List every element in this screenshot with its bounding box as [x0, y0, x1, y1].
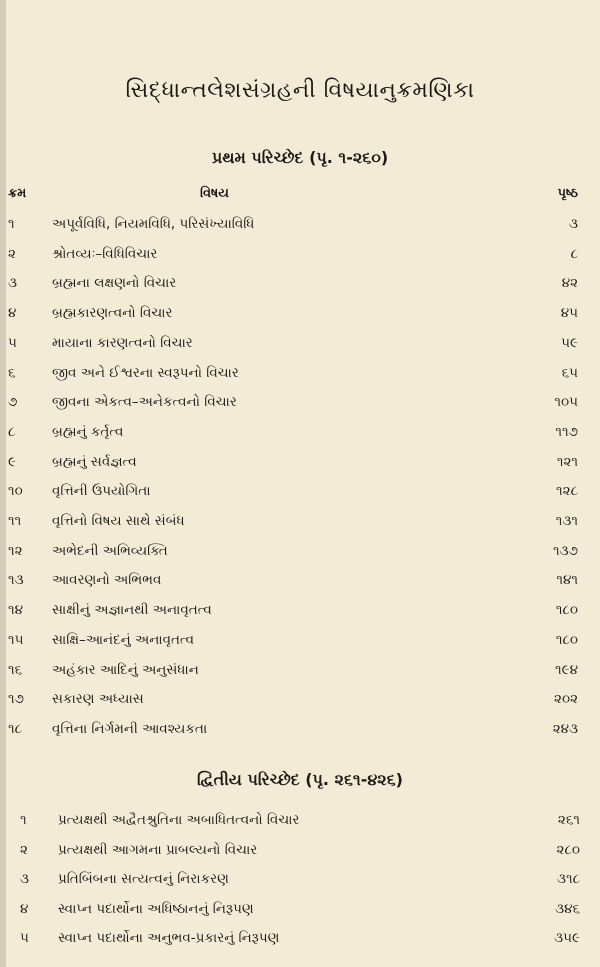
row-page-number: ૪૨ [561, 275, 578, 292]
row-number: ૮ [8, 423, 16, 440]
row-number: ૧૦ [8, 483, 23, 500]
row-topic: સ્વાપ્ન પદાર્થોના અનુભવ-પ્રકારનું નિરૂપણ [58, 930, 280, 946]
row-topic: જીવના એકત્વ–અનેકત્વનો વિચાર [52, 394, 237, 411]
index-row [0, 454, 600, 480]
row-topic: સકારણ અધ્યાસ [52, 691, 144, 708]
row-page-number: ૧૮૦ [555, 602, 578, 619]
row-page-number: ૬૫ [561, 364, 578, 381]
row-number: ૩ [8, 275, 17, 292]
index-row [0, 216, 600, 242]
column-header-number: ક્રમ [8, 186, 27, 201]
row-page-number: ૮ [570, 245, 578, 262]
row-topic: બ્રહ્મનું સર્વજ્ઞત્વ [52, 453, 137, 470]
row-number: ૨ [20, 841, 28, 858]
row-page-number: ૧૧૭ [555, 423, 578, 440]
index-row [0, 691, 600, 717]
index-row [0, 483, 600, 509]
row-topic: પ્રત્યક્ષથી આગમના પ્રાબલ્યનો વિચાર [58, 841, 258, 858]
column-header-topic: વિષય [200, 186, 229, 201]
index-row [0, 513, 600, 539]
row-number: ૯ [8, 453, 16, 470]
row-topic: વૃત્તિનો વિષય સાથે સંબંધ [52, 513, 185, 529]
row-number: ૧૫ [8, 631, 24, 648]
row-topic: સ્વાપ્ન પદાર્થોના અધિષ્ઠાનનું નિરૂપણ [58, 900, 254, 917]
row-page-number: ૨૬૧ [557, 812, 580, 828]
row-page-number: ૫૯ [561, 334, 578, 351]
row-number: ૧૭ [8, 691, 24, 708]
row-number: ૪ [8, 305, 17, 322]
index-row [0, 812, 600, 838]
row-topic: આવરણનો અભિભવ [52, 572, 162, 589]
row-page-number: ૨૪૩ [552, 720, 578, 737]
row-number: ૧ [8, 216, 15, 232]
row-number: ૧૩ [8, 572, 24, 589]
index-row [0, 246, 600, 272]
row-number: ૧૧ [8, 513, 22, 529]
row-page-number: ૧૩૧ [555, 513, 578, 529]
row-page-number: ૩૪૬ [555, 900, 580, 917]
row-topic: બ્રહ્મકારણત્વનો વિચાર [52, 305, 173, 322]
index-row [0, 424, 600, 450]
index-row [0, 394, 600, 420]
row-number: ૧૨ [8, 542, 23, 559]
row-topic: વૃત્તિની ઉપયોગિતા [52, 483, 151, 500]
row-number: ૧ [20, 812, 27, 828]
row-topic: શ્રોતવ્યઃ–વિધિવિચાર [52, 245, 158, 262]
row-page-number: ૧૨૮ [556, 483, 578, 500]
row-topic: અપૂર્વવિધિ, નિયમવિધિ, પરિસંખ્યાવિધિ [52, 216, 255, 232]
row-topic: પ્રતિબિંબના સત્યત્વનું નિરાકરણ [58, 871, 229, 887]
index-row [0, 632, 600, 658]
index-row [0, 901, 600, 927]
page-title: સિદ્ધાન્તલેશસંગ્રહની વિષયાનુક્રમણિકા [125, 78, 475, 103]
row-number: ૨ [8, 245, 16, 262]
row-page-number: ૧૨૧ [556, 453, 578, 470]
row-topic: અભેદની અભિવ્યક્તિ [52, 542, 168, 559]
section2-heading: દ્વિતીય પરિચ્છેદ (પૃ. ૨૬૧-૪૨૬) [197, 770, 403, 789]
row-page-number: ૩૫૯ [554, 930, 580, 946]
row-page-number: ૧૯૪ [555, 661, 578, 678]
row-page-number: ૨૮૦ [556, 841, 580, 858]
index-row [0, 335, 600, 361]
row-number: ૬ [8, 364, 16, 381]
index-row [0, 930, 600, 956]
row-number: ૫ [8, 334, 17, 351]
index-row [0, 305, 600, 331]
row-number: ૩ [20, 871, 29, 887]
index-row [0, 842, 600, 868]
section1-heading: પ્રથમ પરિચ્છેદ (પૃ. ૧-૨૬૦) [211, 148, 389, 167]
index-row [0, 365, 600, 391]
row-topic: સાક્ષીનું અજ્ઞાનથી અનાવૃતત્વ [52, 602, 212, 619]
row-page-number: ૪૫ [560, 305, 578, 322]
row-topic: પ્રત્યક્ષથી અદ્વૈતશ્રુતિના અબાધિતત્વનો વિચાર [58, 812, 300, 828]
index-row [0, 662, 600, 688]
row-topic: બ્રહ્મના લક્ષણનો વિચાર [52, 275, 177, 292]
row-page-number: ૨૦૨ [554, 691, 578, 708]
row-number: ૪ [20, 900, 29, 917]
row-page-number: ૩૧૮ [556, 871, 580, 887]
row-page-number: ૧૮૦ [555, 631, 578, 648]
column-header-page: પૃષ્ઠ [557, 186, 578, 201]
row-topic: અહંકાર આદિનું અનુસંધાન [52, 661, 199, 678]
index-row [0, 602, 600, 628]
index-row [0, 871, 600, 897]
row-number: ૭ [8, 394, 18, 411]
index-row [0, 572, 600, 598]
row-topic: વૃત્તિના નિર્ગમની આવશ્યકતા [52, 720, 208, 737]
index-row [0, 721, 600, 747]
index-row [0, 543, 600, 569]
row-page-number: ૧૪૧ [556, 572, 578, 589]
row-topic: માયાના કારણત્વનો વિચાર [52, 334, 193, 351]
row-page-number: ૩ [569, 216, 578, 232]
row-number: ૫ [20, 930, 29, 946]
row-topic: જીવ અને ઈશ્વરના સ્વરૂપનો વિચાર [52, 364, 239, 381]
row-number: ૧૬ [8, 661, 23, 678]
row-number: ૧૪ [8, 602, 23, 619]
row-page-number: ૧૦૫ [554, 394, 578, 411]
index-row [0, 275, 600, 301]
row-topic: સાક્ષિ–આનંદનું અનાવૃતત્વ [52, 631, 194, 648]
row-topic: બ્રહ્મનું કર્તૃત્વ [52, 423, 124, 440]
row-number: ૧૮ [8, 720, 23, 737]
row-page-number: ૧૩૭ [553, 542, 578, 559]
